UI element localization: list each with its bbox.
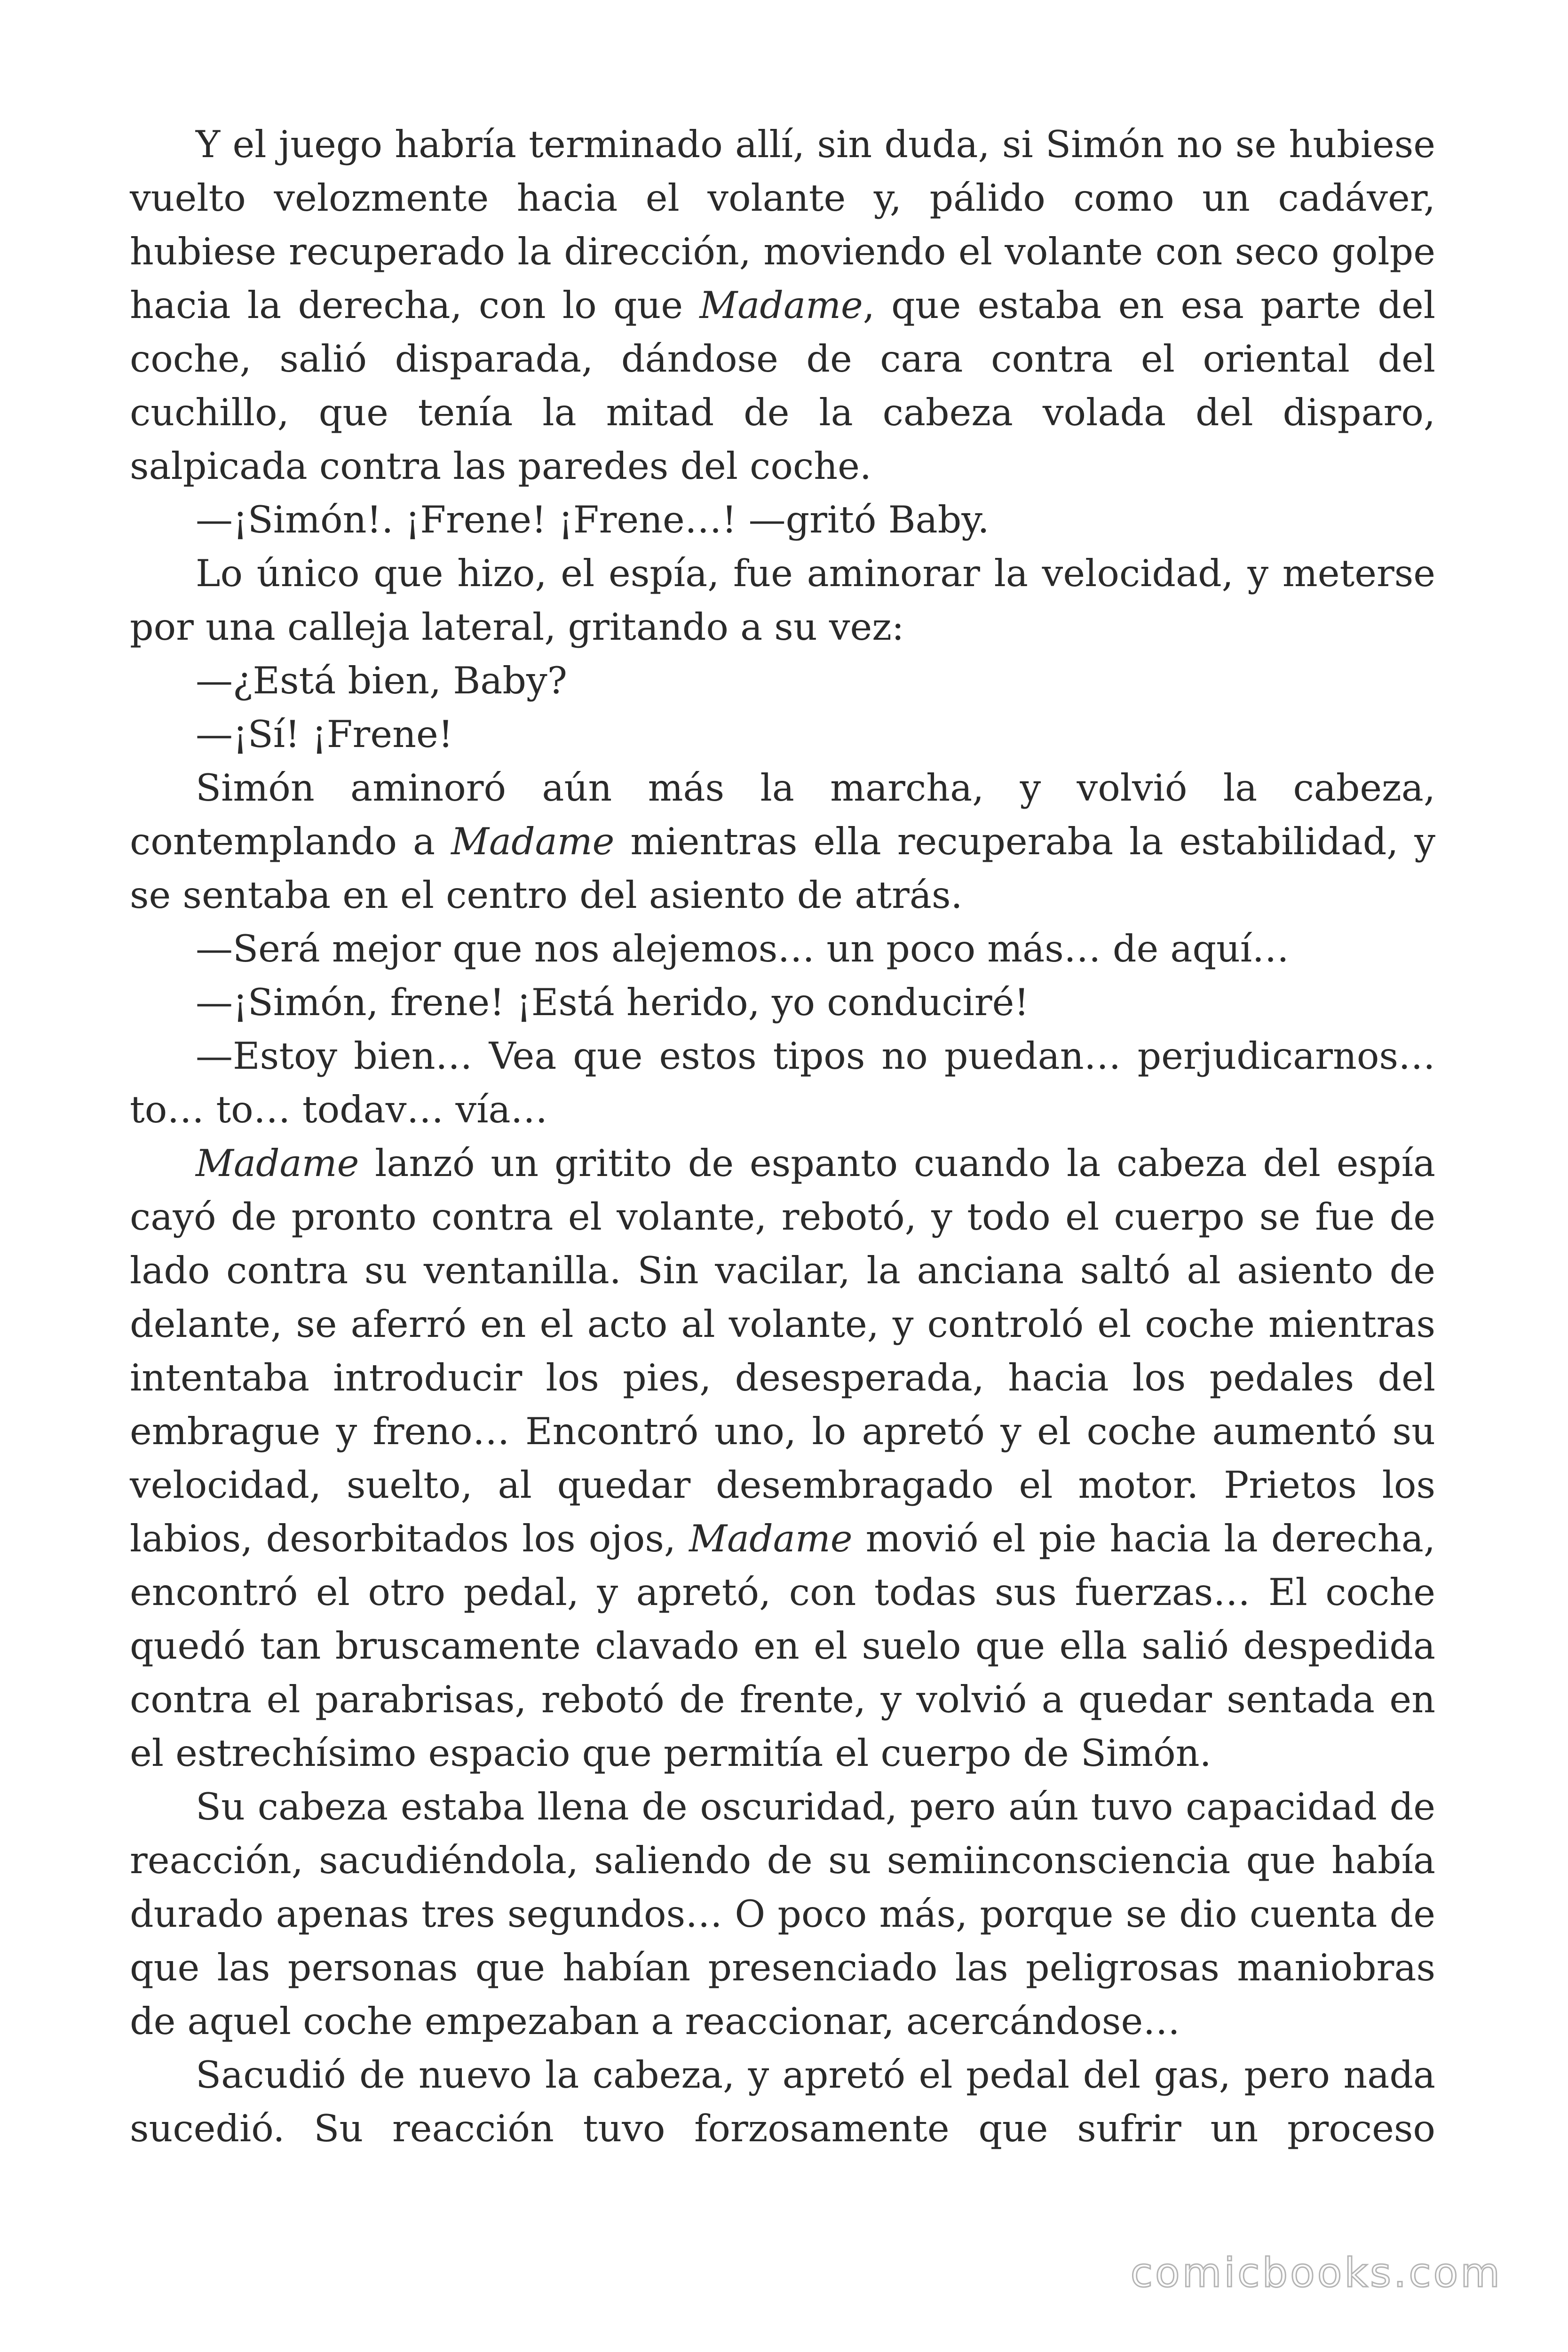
page-body-text — [130, 118, 1435, 2155]
paragraph-text: —Estoy bien… Vea que estos tipos no puedan… perjudicarnos… to… to… todav… vía… — [130, 1034, 1435, 1131]
paragraph-text: Sacudió de nuevo la cabeza, y apretó el pedal del gas, pero nada sucedió. Su reacción tuvo forzosamente que sufrir un proceso — [130, 2053, 1435, 2150]
paragraph — [130, 922, 1435, 976]
paragraph-text: Simón aminoró aún más la marcha, y volvió la cabeza, contemplando a — [130, 766, 1435, 863]
paragraph-text: —¡Simón, frene! ¡Está herido, yo conduciré! — [196, 981, 1029, 1024]
paragraph-text: Lo único que hizo, el espía, fue aminorar la velocidad, y meterse por una calleja lateral, gritando a su vez: — [130, 552, 1435, 649]
italic-text: Madame — [196, 1142, 359, 1185]
paragraph — [130, 547, 1435, 654]
paragraph-text: —¿Está bien, Baby? — [196, 659, 567, 702]
paragraph-text: Su cabeza estaba llena de oscuridad, pero aún tuvo capacidad de reacción, sacudiéndola, saliendo de su semiinconsciencia que había durado apenas tres segundos… O poco más, porque se dio cuenta de que las personas que habían presenciado las peligrosas maniobras de aquel coche empezaban a reaccionar, acercándose… — [130, 1785, 1435, 2043]
paragraph-text: mientras ella recuperaba la estabilidad, y se sentaba en el centro del asiento de atrás. — [130, 820, 1435, 917]
paragraph — [130, 976, 1435, 1029]
paragraph — [130, 654, 1435, 707]
italic-text: Madame — [689, 1517, 853, 1560]
paragraph — [130, 1136, 1435, 1780]
paragraph — [130, 1029, 1435, 1136]
paragraph-text: Y el juego habría terminado allí, sin duda, si Simón no se hubiese vuelto velozmente hacia el volante y, pálido como un cadáver, hubiese recuperado la dirección, moviendo el volante con seco golpe hacia la derecha, con lo que — [130, 123, 1435, 327]
paragraph-text: movió el pie hacia la derecha, encontró el otro pedal, y apretó, con todas sus fuerzas… El coche quedó tan bruscamente clavado en el suelo que ella salió despedida contra el parabrisas, rebotó de frente, y volvió a quedar sentada en el estrechísimo espacio que permitía el cuerpo de Simón. — [130, 1517, 1435, 1775]
paragraph-text: , que estaba en esa parte del coche, salió disparada, dándose de cara contra el oriental del cuchillo, que tenía la mitad de la cabeza volada del disparo, salpicada contra las paredes del coche. — [130, 284, 1435, 488]
paragraph-text: —¡Simón!. ¡Frene! ¡Frene…! —gritó Baby. — [196, 498, 990, 541]
paragraph-text: —¡Sí! ¡Frene! — [196, 713, 453, 756]
paragraph — [130, 761, 1435, 922]
italic-text: Madame — [699, 284, 863, 327]
paragraph — [130, 493, 1435, 547]
paragraph-text: lanzó un gritito de espanto cuando la cabeza del espía cayó de pronto contra el volante, rebotó, y todo el cuerpo se fue de lado contra su ventanilla. Sin vacilar, la anciana saltó al asiento de delante, se aferró en el acto al volante, y controló el coche mientras intentaba introducir los pies, desesperada, hacia los pedales del embrague y freno… Encontró uno, lo apretó y el coche aumentó su velocidad, suelto, al quedar desembragado el motor. Prietos los labios, desorbitados los ojos, — [130, 1142, 1435, 1560]
italic-text: Madame — [451, 820, 615, 863]
paragraph — [130, 1780, 1435, 2048]
paragraph — [130, 707, 1435, 761]
paragraph-text: —Será mejor que nos alejemos… un poco más… de aquí… — [196, 927, 1290, 970]
paragraph — [130, 2048, 1435, 2155]
watermark-logo: comicbooks.com — [1130, 2249, 1502, 2296]
paragraph — [130, 118, 1435, 493]
